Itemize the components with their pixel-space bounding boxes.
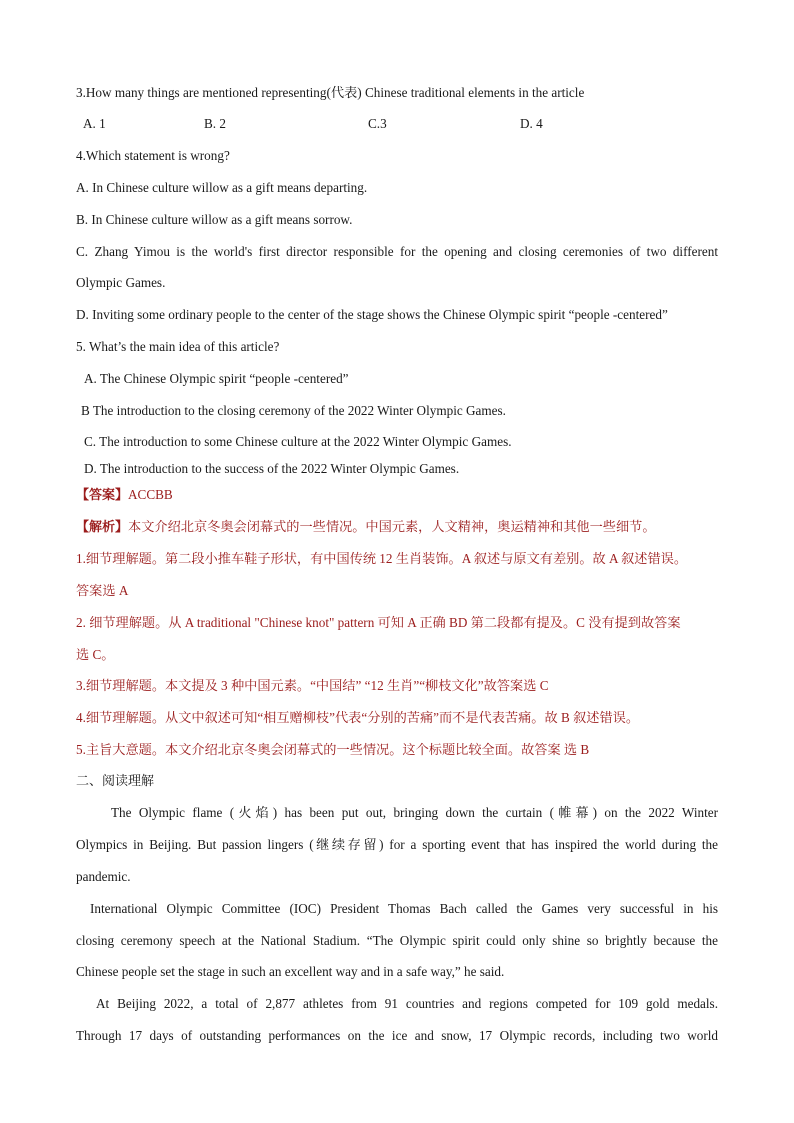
analysis-explanation-4: 4.细节理解题。从文中叙述可知“相互赠柳枝”代表“分别的苦痛”而不是代表苦痛。故 B 叙述错误。 bbox=[76, 710, 640, 725]
answer-label: 【答案】 bbox=[76, 488, 129, 503]
analysis-explanation-2: 2. 细节理解题。从 A traditional "Chinese knot" pattern 可知 A 正确 BD 第二段都有提及。C 没有提到故答案 bbox=[76, 615, 681, 630]
passage-p2-line3: Chinese people set the stage in such an excellent way and in a safe way,” he said. bbox=[76, 964, 505, 979]
analysis-explanation-1-cont: 答案选 A bbox=[76, 583, 129, 598]
analysis-label: 【解析】 bbox=[76, 520, 129, 535]
passage-p2-line1: International Olympic Committee (IOC) President Thomas Bach called the Games very successful in his bbox=[90, 901, 718, 916]
section-heading: 二、阅读理解 bbox=[76, 774, 155, 789]
answer-line bbox=[76, 486, 718, 505]
q5-option-b: B The introduction to the closing ceremony of the 2022 Winter Olympic Games. bbox=[81, 403, 506, 418]
analysis-explanation-1: 1.细节理解题。第二段小推车鞋子形状，有中国传统 12 生肖装饰。A 叙述与原文有差别。故 A 叙述错误。 bbox=[76, 551, 688, 566]
q3-option-c: C.3 bbox=[368, 116, 387, 131]
q4-option-b: B. In Chinese culture willow as a gift means sorrow. bbox=[76, 212, 353, 227]
analysis-explanation-3: 3.细节理解题。本文提及 3 种中国元素。“中国结” “12 生肖”“柳枝文化”故答案选 C bbox=[76, 678, 549, 693]
analysis-explanation-5: 5.主旨大意题。本文介绍北京冬奥会闭幕式的一些情况。这个标题比较全面。故答案 选 B bbox=[76, 742, 590, 757]
answer-value: ACCBB bbox=[128, 487, 173, 502]
passage-p1-line1: The Olympic flame (火焰) has been put out, bringing down the curtain (帷幕) on the 2022 Winter bbox=[111, 805, 718, 820]
analysis-intro-line bbox=[76, 518, 718, 537]
q3-option-d: D. 4 bbox=[520, 116, 543, 131]
q5-option-d: D. The introduction to the success of the 2022 Winter Olympic Games. bbox=[84, 461, 460, 476]
analysis-explanation-2-cont: 选 C。 bbox=[76, 647, 115, 662]
passage-p3-line2: Through 17 days of outstanding performances on the ice and snow, 17 Olympic records, including two world bbox=[76, 1028, 718, 1043]
passage-p2-line2: closing ceremony speech at the National Stadium. “The Olympic spirit could only shine so brightly because the bbox=[76, 933, 718, 948]
q5-option-a: A. The Chinese Olympic spirit “people -centered” bbox=[84, 371, 349, 386]
q5-option-c: C. The introduction to some Chinese culture at the 2022 Winter Olympic Games. bbox=[84, 434, 512, 449]
passage-p1-line3: pandemic. bbox=[76, 869, 131, 884]
analysis-intro: 本文介绍北京冬奥会闭幕式的一些情况。中国元素，人文精神，奥运精神和其他一些细节。 bbox=[128, 519, 656, 534]
q3-option-b: B. 2 bbox=[204, 116, 226, 131]
q4-option-d: D. Inviting some ordinary people to the center of the stage shows the Chinese Olympic spirit “people -centered” bbox=[76, 307, 668, 322]
q4-option-c-line2: Olympic Games. bbox=[76, 275, 166, 290]
passage-p1-line2: Olympics in Beijing. But passion lingers (继续存留) for a sporting event that has inspired the world during the bbox=[76, 837, 718, 852]
q3-stem: 3.How many things are mentioned representing(代表) Chinese traditional elements in the article bbox=[76, 85, 585, 100]
passage-p3-line1: At Beijing 2022, a total of 2,877 athletes from 91 countries and regions competed for 109 gold medals. bbox=[96, 996, 718, 1011]
q4-stem: 4.Which statement is wrong? bbox=[76, 148, 230, 163]
q4-option-a: A. In Chinese culture willow as a gift means departing. bbox=[76, 180, 368, 195]
q4-option-c-line1: C. Zhang Yimou is the world's first director responsible for the opening and closing ceremonies of two different bbox=[76, 244, 718, 259]
q5-stem: 5. What’s the main idea of this article? bbox=[76, 339, 280, 354]
q3-option-a: A. 1 bbox=[83, 116, 106, 131]
